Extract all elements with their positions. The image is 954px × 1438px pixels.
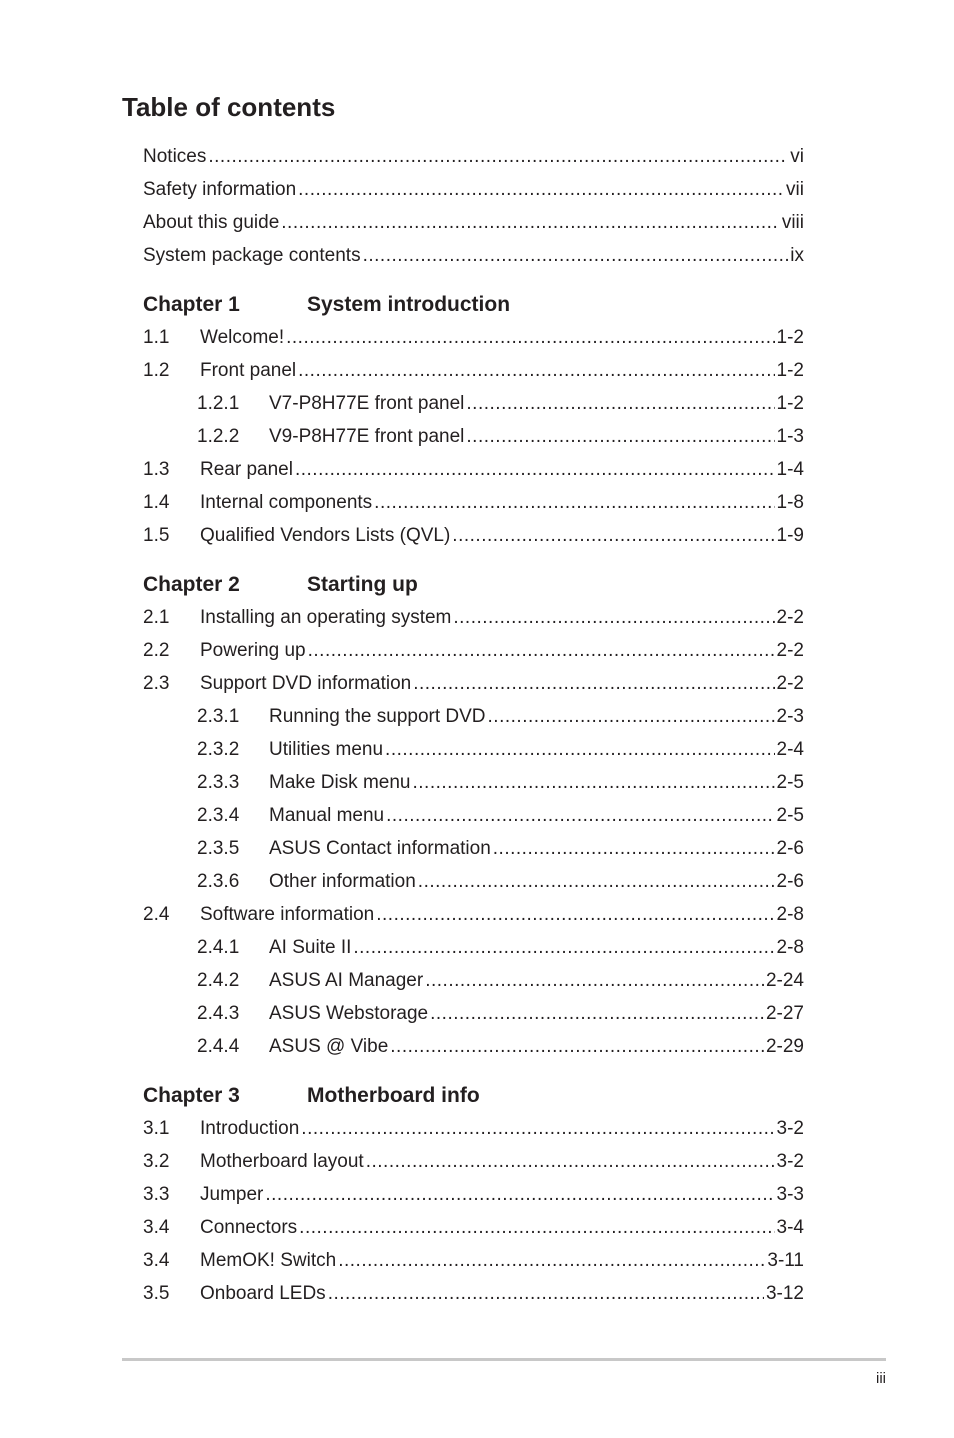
toc-entry-number: 2.2 (143, 640, 170, 661)
dot-leader (328, 1277, 764, 1310)
toc-entry-page: 1-2 (776, 393, 804, 414)
toc-entry-label: Support DVD information (200, 673, 412, 694)
toc-entry-label: Onboard LEDs (200, 1283, 326, 1304)
toc-entry[interactable] (143, 354, 804, 387)
toc-entry-label: System package contents (143, 245, 361, 266)
chapter-number: Chapter 1 (143, 293, 240, 316)
toc-entry-number: 1.4 (143, 492, 170, 513)
dot-leader (295, 453, 775, 486)
toc-entry-page: 2-6 (776, 871, 804, 892)
toc-entry-page: 2-2 (776, 607, 804, 628)
toc-entry-number: 2.4.2 (197, 970, 240, 991)
toc-entry-label: ASUS AI Manager (269, 970, 424, 991)
toc-entry-number: 3.1 (143, 1118, 170, 1139)
toc-entry-page: 2-3 (776, 706, 804, 727)
toc-entry-page: 2-5 (776, 772, 804, 793)
toc-entry-page: 2-6 (776, 838, 804, 859)
toc-entry-label: MemOK! Switch (200, 1250, 337, 1271)
toc-entry-number: 2.3.4 (197, 805, 240, 826)
dot-leader (286, 321, 774, 354)
toc-entry-number: 3.5 (143, 1283, 170, 1304)
toc-entry-label: Front panel (200, 360, 297, 381)
toc-entry[interactable] (143, 799, 804, 832)
toc-entry[interactable] (143, 206, 804, 239)
toc-entry-page: 2-24 (765, 970, 804, 991)
dot-leader (466, 420, 774, 453)
toc-entry-label: Utilities menu (269, 739, 384, 760)
toc-entry[interactable] (143, 387, 804, 420)
toc-entry[interactable] (143, 700, 804, 733)
dot-leader (390, 1030, 764, 1063)
toc-entry-number: 3.4 (143, 1250, 170, 1271)
toc-entry-label: Internal components (200, 492, 373, 513)
dot-leader (386, 799, 774, 832)
toc-entry-label: ASUS Contact information (269, 838, 491, 859)
toc-entry-label: Running the support DVD (269, 706, 486, 727)
toc-entry-page: 2-27 (765, 1003, 804, 1024)
toc-entry-number: 2.3.1 (197, 706, 240, 727)
toc-entry-page: 1-4 (776, 459, 804, 480)
dot-leader (413, 766, 775, 799)
toc-entry-number: 1.5 (143, 525, 170, 546)
dot-leader (298, 354, 774, 387)
chapter-title: Starting up (307, 573, 418, 596)
footer-divider (122, 1358, 886, 1361)
dot-leader (374, 486, 774, 519)
toc-entry-number: 2.3.5 (197, 838, 240, 859)
dot-leader (466, 387, 774, 420)
toc-entry-label: Installing an operating system (200, 607, 452, 628)
toc-entry[interactable] (143, 321, 804, 354)
toc-entry-label: Introduction (200, 1118, 300, 1139)
toc-entry-page: 2-2 (776, 640, 804, 661)
toc-entry-page: 1-8 (776, 492, 804, 513)
toc-entry-number: 1.2 (143, 360, 170, 381)
toc-entry-page: 3-4 (776, 1217, 804, 1238)
toc-entry[interactable] (143, 766, 804, 799)
chapter-number: Chapter 3 (143, 1084, 240, 1107)
chapter-heading[interactable] (143, 568, 804, 601)
toc-entry-page: 2-8 (776, 904, 804, 925)
toc-entry[interactable] (143, 601, 804, 634)
toc-entry[interactable] (143, 519, 804, 552)
dot-leader (208, 140, 788, 173)
toc-entry-number: 1.2.1 (197, 393, 240, 414)
toc-entry[interactable] (143, 1244, 804, 1277)
toc-entry-number: 3.3 (143, 1184, 170, 1205)
toc-entry-number: 2.4 (143, 904, 170, 925)
toc-entry-label: Notices (143, 146, 207, 167)
toc-entry-label: Welcome! (200, 327, 285, 348)
dot-leader (413, 667, 774, 700)
toc-entry-page: vi (790, 146, 804, 167)
dot-leader (488, 700, 775, 733)
toc-entry[interactable] (143, 667, 804, 700)
dot-leader (308, 634, 775, 667)
dot-leader (338, 1244, 765, 1277)
page-title: Table of contents (122, 92, 336, 122)
toc-entry-page: 3-2 (776, 1151, 804, 1172)
dot-leader (425, 964, 764, 997)
dot-leader (493, 832, 775, 865)
toc-entry-number: 1.1 (143, 327, 170, 348)
toc-entry[interactable] (143, 931, 804, 964)
dot-leader (353, 931, 774, 964)
toc-entry-label: AI Suite II (269, 937, 352, 958)
toc-entry-page: 1-3 (776, 426, 804, 447)
dot-leader (452, 519, 774, 552)
toc-entry-label: Other information (269, 871, 416, 892)
table-of-contents (143, 140, 804, 1310)
toc-entry-page: vii (786, 179, 804, 200)
toc-entry[interactable] (143, 964, 804, 997)
toc-entry-page: 2-29 (765, 1036, 804, 1057)
toc-entry[interactable] (143, 1030, 804, 1063)
toc-entry-page: 3-2 (776, 1118, 804, 1139)
toc-entry[interactable] (143, 1145, 804, 1178)
dot-leader (363, 239, 789, 272)
toc-entry-number: 2.4.1 (197, 937, 240, 958)
toc-entry[interactable] (143, 832, 804, 865)
toc-entry-page: 2-5 (776, 805, 804, 826)
dot-leader (453, 601, 774, 634)
chapter-number: Chapter 2 (143, 573, 240, 596)
toc-entry-number: 2.4.4 (197, 1036, 240, 1057)
toc-entry[interactable] (143, 420, 804, 453)
footer-page-number: iii (876, 1370, 886, 1387)
dot-leader (418, 865, 775, 898)
toc-entry-page: 1-9 (776, 525, 804, 546)
toc-entry-page: 3-12 (765, 1283, 804, 1304)
toc-entry-number: 2.3.2 (197, 739, 240, 760)
toc-entry[interactable] (143, 997, 804, 1030)
toc-entry[interactable] (143, 453, 804, 486)
chapter-title: Motherboard info (307, 1084, 480, 1107)
toc-entry[interactable] (143, 898, 804, 931)
toc-entry-page: 2-4 (776, 739, 804, 760)
toc-entry-page: 3-3 (776, 1184, 804, 1205)
toc-entry-page: 1-2 (776, 360, 804, 381)
toc-entry-page: 2-8 (776, 937, 804, 958)
toc-entry-label: About this guide (143, 212, 280, 233)
toc-entry-label: Powering up (200, 640, 306, 661)
dot-leader (281, 206, 780, 239)
chapter-title: System introduction (307, 293, 511, 316)
toc-entry-page: viii (781, 212, 804, 233)
toc-entry[interactable] (143, 634, 804, 667)
dot-leader (298, 173, 784, 206)
dot-leader (299, 1211, 774, 1244)
toc-entry-page: ix (790, 245, 804, 266)
dot-leader (376, 898, 774, 931)
toc-entry-label: Make Disk menu (269, 772, 411, 793)
toc-entry-number: 2.3.3 (197, 772, 240, 793)
toc-entry-label: Motherboard layout (200, 1151, 364, 1172)
toc-entry-number: 1.3 (143, 459, 170, 480)
toc-entry-label: Qualified Vendors Lists (QVL) (200, 525, 451, 546)
toc-entry[interactable] (143, 1211, 804, 1244)
toc-entry[interactable] (143, 733, 804, 766)
toc-entry[interactable] (143, 1277, 804, 1310)
toc-entry-page: 3-11 (767, 1250, 804, 1271)
toc-entry-number: 2.1 (143, 607, 170, 628)
dot-leader (265, 1178, 774, 1211)
toc-entry-number: 3.2 (143, 1151, 170, 1172)
toc-entry[interactable] (143, 140, 804, 173)
toc-entry-label: ASUS @ Vibe (269, 1036, 389, 1057)
toc-entry-page: 1-2 (776, 327, 804, 348)
toc-entry-label: ASUS Webstorage (269, 1003, 429, 1024)
toc-entry-label: Connectors (200, 1217, 298, 1238)
toc-entry-number: 2.4.3 (197, 1003, 240, 1024)
toc-entry[interactable] (143, 1178, 804, 1211)
toc-entry-number: 3.4 (143, 1217, 170, 1238)
toc-entry-page: 2-2 (776, 673, 804, 694)
toc-entry-label: V9-P8H77E front panel (269, 426, 465, 447)
toc-entry-label: V7-P8H77E front panel (269, 393, 465, 414)
toc-entry[interactable] (143, 173, 804, 206)
toc-entry[interactable] (143, 239, 804, 272)
toc-entry-label: Safety information (143, 179, 297, 200)
chapter-heading[interactable] (143, 288, 804, 321)
toc-entry-label: Software information (200, 904, 375, 925)
toc-entry[interactable] (143, 486, 804, 519)
toc-entry-label: Rear panel (200, 459, 293, 480)
dot-leader (366, 1145, 775, 1178)
toc-entry-label: Jumper (200, 1184, 264, 1205)
dot-leader (430, 997, 764, 1030)
toc-entry[interactable] (143, 1112, 804, 1145)
dot-leader (301, 1112, 774, 1145)
dot-leader (385, 733, 774, 766)
toc-entry-label: Manual menu (269, 805, 385, 826)
toc-entry-number: 2.3 (143, 673, 170, 694)
toc-entry-number: 1.2.2 (197, 426, 240, 447)
toc-entry[interactable] (143, 865, 804, 898)
toc-entry-number: 2.3.6 (197, 871, 240, 892)
chapter-heading[interactable] (143, 1079, 804, 1112)
